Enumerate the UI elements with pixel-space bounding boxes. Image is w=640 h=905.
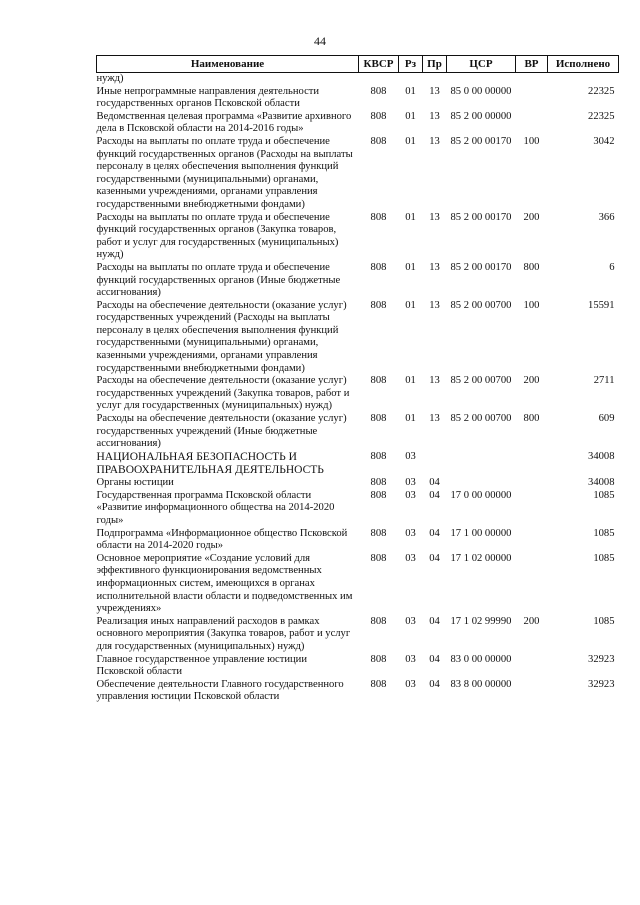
cell-name: нужд) — [96, 73, 124, 84]
cell-csr: 85 0 00 00000 — [450, 85, 512, 97]
cell-vr — [516, 451, 548, 477]
cell-isp: 15591 — [588, 299, 615, 311]
cell-csr: 17 1 02 99990 — [450, 615, 512, 627]
cell-isp: 6 — [609, 261, 615, 273]
cell-kvsr: 808 — [370, 85, 387, 97]
cell-kvsr — [359, 73, 399, 86]
cell-pr: 13 — [429, 110, 440, 122]
cell-rz: 01 — [405, 299, 416, 311]
table-row — [97, 212, 619, 262]
table-row — [97, 136, 619, 212]
cell-kvsr: 808 — [370, 678, 387, 690]
table-row — [97, 553, 619, 616]
cell-isp: 366 — [598, 211, 615, 223]
cell-rz: 03 — [405, 653, 416, 665]
cell-name: Ведомственная целевая программа «Развитие архивного дела в Псковской области на 2014-2016 годы» — [96, 110, 352, 135]
table-row — [97, 413, 619, 451]
cell-csr: 85 2 00 00170 — [450, 261, 512, 273]
table-row — [97, 300, 619, 376]
cell-pr — [423, 73, 447, 86]
header-name: Наименование — [97, 56, 359, 73]
cell-pr: 04 — [429, 615, 440, 627]
cell-rz: 03 — [405, 450, 416, 462]
cell-isp: 34008 — [588, 450, 615, 462]
cell-name: Расходы на обеспечение деятельности (оказание услуг) государственных учреждений (Иные бюджетные ассигнования) — [96, 413, 347, 450]
cell-vr: 100 — [523, 135, 540, 147]
cell-vr — [516, 679, 548, 704]
header-kvsr: КВСР — [359, 56, 399, 73]
cell-isp: 22325 — [588, 110, 615, 122]
cell-rz: 01 — [405, 110, 416, 122]
cell-kvsr: 808 — [370, 211, 387, 223]
cell-name: Обеспечение деятельности Главного государственного управления юстиции Псковской области — [96, 678, 344, 703]
cell-pr — [423, 451, 447, 477]
cell-pr: 13 — [429, 135, 440, 147]
header-csr: ЦСР — [447, 56, 516, 73]
cell-kvsr: 808 — [370, 261, 387, 273]
table-row — [97, 477, 619, 490]
cell-csr: 17 0 00 00000 — [450, 489, 512, 501]
cell-pr: 13 — [429, 413, 440, 425]
cell-isp: 609 — [598, 413, 615, 425]
header-vr: ВР — [516, 56, 548, 73]
cell-rz: 03 — [405, 489, 416, 501]
cell-vr: 200 — [523, 615, 540, 627]
cell-kvsr: 808 — [370, 135, 387, 147]
cell-kvsr: 808 — [370, 299, 387, 311]
cell-isp: 32923 — [588, 653, 615, 665]
cell-kvsr: 808 — [370, 552, 387, 564]
table-header-row — [97, 56, 619, 73]
cell-vr — [516, 73, 548, 86]
cell-name: Основное мероприятие «Создание условий для эффективного функционирования ведомственных информационных систем, имеющихся в органах исполнительной власти области и подведомственных им учреждениях» — [96, 552, 353, 615]
cell-rz: 01 — [405, 261, 416, 273]
cell-csr: 85 2 00 00170 — [450, 211, 512, 223]
cell-kvsr: 808 — [370, 615, 387, 627]
cell-name: Реализация иных направлений расходов в рамках основного мероприятия (Закупка товаров, работ и услуг для государственных (муниципальных) нужд) — [96, 615, 351, 652]
cell-isp: 1085 — [593, 489, 615, 501]
cell-pr: 04 — [429, 552, 440, 564]
header-pr: Пр — [423, 56, 447, 73]
cell-kvsr: 808 — [370, 477, 387, 489]
table-row — [97, 262, 619, 300]
cell-vr — [516, 477, 548, 490]
cell-kvsr: 808 — [370, 527, 387, 539]
cell-csr: 17 1 00 00000 — [450, 527, 512, 539]
cell-name: Подпрограмма «Информационное общество Псковской области на 2014-2020 годы» — [96, 527, 348, 552]
cell-csr: 17 1 02 00000 — [450, 552, 512, 564]
page-number: 44 — [314, 34, 326, 48]
cell-vr: 200 — [523, 375, 540, 387]
table-row — [97, 111, 619, 136]
cell-kvsr: 808 — [370, 450, 387, 462]
cell-isp — [548, 73, 619, 86]
cell-name: Иные непрограммные направления деятельности государственных органов Псковской области — [96, 85, 320, 110]
cell-name: Расходы на выплаты по оплате труда и обеспечение функций государственных органов (Иные бюджетные ассигнования) — [96, 261, 341, 299]
cell-vr — [516, 86, 548, 111]
cell-isp: 22325 — [588, 85, 615, 97]
cell-isp: 1085 — [593, 615, 615, 627]
cell-rz — [399, 73, 423, 86]
cell-kvsr: 808 — [370, 653, 387, 665]
cell-pr: 13 — [429, 211, 440, 223]
cell-csr: 83 0 00 00000 — [450, 653, 512, 665]
cell-rz: 03 — [405, 477, 416, 489]
cell-isp: 1085 — [593, 552, 615, 564]
cell-rz: 01 — [405, 211, 416, 223]
cell-pr: 04 — [429, 489, 440, 501]
cell-rz: 03 — [405, 678, 416, 690]
table-row — [97, 654, 619, 679]
cell-csr: 85 2 00 00700 — [450, 375, 512, 387]
cell-pr: 04 — [429, 653, 440, 665]
cell-kvsr: 808 — [370, 489, 387, 501]
cell-isp: 3042 — [593, 135, 615, 147]
table-row — [97, 375, 619, 413]
cell-vr: 800 — [523, 261, 540, 273]
cell-rz: 01 — [405, 413, 416, 425]
cell-csr — [447, 73, 516, 86]
cell-rz: 03 — [405, 552, 416, 564]
cell-vr: 100 — [523, 299, 540, 311]
cell-vr — [516, 490, 548, 528]
cell-vr — [516, 553, 548, 616]
cell-isp: 32923 — [588, 678, 615, 690]
budget-table — [96, 55, 618, 704]
cell-name: Государственная программа Псковской области «Развитие информационного общества на 2014-2020 годы» — [96, 489, 335, 526]
cell-rz: 01 — [405, 85, 416, 97]
cell-csr — [447, 477, 516, 490]
cell-isp: 34008 — [588, 477, 615, 489]
cell-pr: 04 — [429, 477, 440, 489]
cell-name: Расходы на обеспечение деятельности (оказание услуг) государственных учреждений (Расходы на выплаты персоналу в целях обеспечения выполнения функций государственными (муниципальными) органами, казенными учреждениями, органами управления государственными внебюджетными фондами) — [96, 299, 347, 374]
cell-csr: 85 2 00 00170 — [450, 135, 512, 147]
header-isp: Исполнено — [548, 56, 619, 73]
cell-name: НАЦИОНАЛЬНАЯ БЕЗОПАСНОСТЬ И ПРАВООХРАНИТЕЛЬНАЯ ДЕЯТЕЛЬНОСТЬ — [96, 450, 324, 477]
table-row — [97, 86, 619, 111]
cell-pr: 13 — [429, 375, 440, 387]
table-row — [97, 490, 619, 528]
table-row — [97, 679, 619, 704]
cell-rz: 03 — [405, 527, 416, 539]
cell-vr — [516, 111, 548, 136]
table-row — [97, 616, 619, 654]
cell-pr: 13 — [429, 299, 440, 311]
cell-isp: 2711 — [593, 375, 615, 387]
header-rz: Рз — [399, 56, 423, 73]
cell-name: Главное государственное управление юстиции Псковской области — [96, 653, 308, 678]
cell-csr: 85 2 00 00700 — [450, 413, 512, 425]
cell-pr: 13 — [429, 85, 440, 97]
table-row — [97, 451, 619, 477]
cell-rz: 01 — [405, 135, 416, 147]
cell-isp: 1085 — [593, 527, 615, 539]
cell-kvsr: 808 — [370, 110, 387, 122]
cell-rz: 01 — [405, 375, 416, 387]
table-row — [97, 73, 619, 86]
cell-vr: 200 — [523, 211, 540, 223]
cell-pr: 04 — [429, 527, 440, 539]
cell-csr: 85 2 00 00000 — [450, 110, 512, 122]
cell-pr: 04 — [429, 678, 440, 690]
table-row — [97, 528, 619, 553]
cell-name: Органы юстиции — [96, 477, 174, 489]
cell-pr: 13 — [429, 261, 440, 273]
cell-rz: 03 — [405, 615, 416, 627]
cell-csr — [447, 451, 516, 477]
cell-csr: 85 2 00 00700 — [450, 299, 512, 311]
cell-kvsr: 808 — [370, 375, 387, 387]
cell-name: Расходы на выплаты по оплате труда и обеспечение функций государственных органов (Расходы на выплаты персоналу в целях обеспечения выполнения функций государственными (муниципальными) органами, казенными учреждениями, органами управления государственными внебюджетными фондами) — [96, 135, 353, 210]
cell-name: Расходы на обеспечение деятельности (оказание услуг) государственных учреждений (Закупка товаров, работ и услуг для государственных (муниципальных) нужд) — [96, 375, 350, 412]
cell-vr — [516, 528, 548, 553]
cell-vr: 800 — [523, 413, 540, 425]
cell-vr — [516, 654, 548, 679]
cell-csr: 83 8 00 00000 — [450, 678, 512, 690]
cell-name: Расходы на выплаты по оплате труда и обеспечение функций государственных органов (Закупка товаров, работ и услуг для государственных (муниципальных) нужд) — [96, 211, 339, 261]
cell-kvsr: 808 — [370, 413, 387, 425]
